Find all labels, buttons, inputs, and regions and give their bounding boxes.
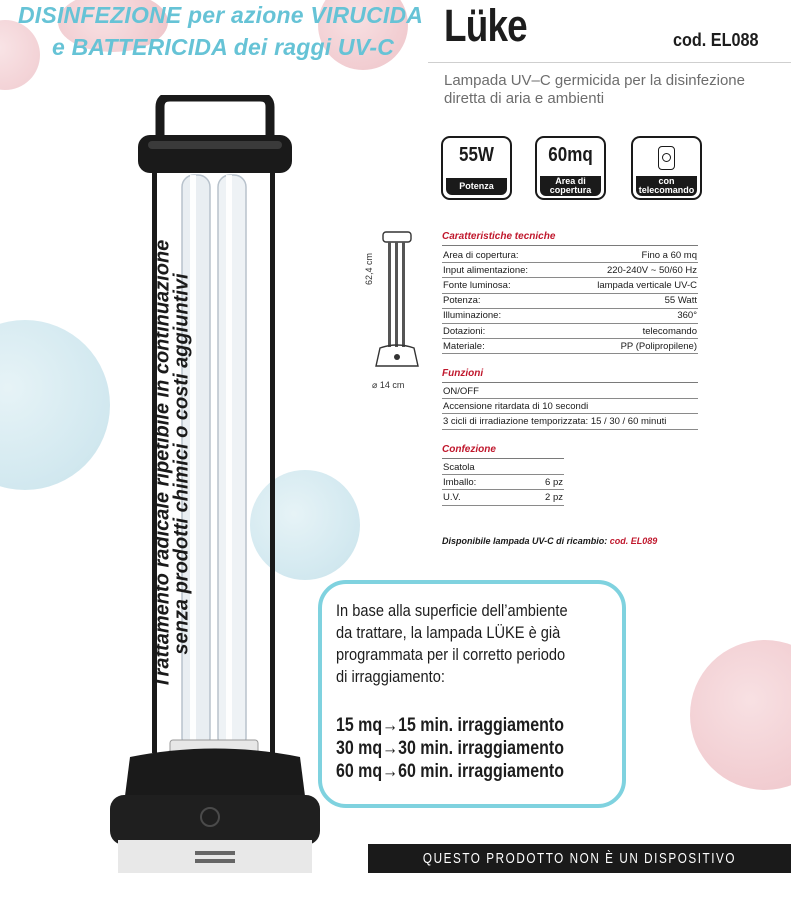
lamp-dimension-drawing (372, 230, 422, 375)
virus-decoration (690, 640, 791, 790)
power-value: 55W (459, 144, 494, 166)
vertical-slogan-line-1: Trattamento radicale ripetibile in continuazione (151, 239, 174, 689)
height-dimension: 62,4 cm (364, 252, 374, 285)
medical-disclaimer: QUESTO PRODOTTO NON È UN DISPOSITIVO MEDICO (368, 844, 791, 873)
header-divider (428, 62, 791, 63)
spare-lamp-note (442, 536, 657, 546)
power-badge (441, 136, 512, 200)
table-row: Illuminazione: 360° (442, 308, 698, 323)
virus-decoration (0, 320, 110, 490)
specs-rule (442, 245, 698, 246)
functions-title: Funzioni (442, 368, 484, 379)
packaging-table (442, 460, 564, 506)
coverage-label: Area di copertura (540, 176, 601, 196)
remote-label: con telecomando (636, 176, 697, 196)
virus-decoration (0, 20, 40, 90)
table-row: U.V. 2 pz (442, 490, 564, 505)
vertical-slogan-line-2: senza prodotti chimici o costi aggiuntivi (170, 273, 193, 655)
functions-rule (442, 382, 698, 383)
list-item: 30 mq→30 min. irraggiamento (336, 738, 564, 759)
table-row: Imballo: 6 pz (442, 475, 564, 490)
remote-badge (631, 136, 702, 200)
table-row: Input alimentazione: 220-240V ~ 50/60 Hz (442, 263, 698, 278)
info-text: In base alla superficie dell’ambiente da trattare, la lampada LÜKE è già programmata per il corretto periodo di irraggiamento: (336, 601, 568, 686)
product-subtitle: Lampada UV–C germicida per la disinfezione diretta di aria e ambienti (444, 72, 745, 107)
spare-code: cod. EL089 (609, 536, 658, 546)
functions-table (442, 384, 698, 430)
table-row: Scatola (442, 460, 564, 475)
vertical-slogan (151, 192, 193, 737)
packaging-title: Confezione (442, 444, 496, 455)
power-label: Potenza (446, 178, 507, 195)
table-row: Dotazioni: telecomando (442, 323, 698, 338)
lamp-image (100, 95, 330, 873)
list-item: 60 mq→60 min. irraggiamento (336, 761, 564, 782)
spare-text: Disponibile lampada UV-C di ricambio: (442, 536, 608, 546)
remote-control-icon (658, 146, 675, 170)
table-row: Area di copertura: Fino a 60 mq (442, 248, 698, 263)
irradiation-info-box (318, 580, 626, 808)
table-row: Accensione ritardata di 10 secondi (442, 399, 698, 414)
table-row: Materiale: PP (Polipropilene) (442, 339, 698, 354)
coverage-badge (535, 136, 606, 200)
table-row: Potenza: 55 Watt (442, 293, 698, 308)
headline-line-1: DISINFEZIONE per azione VIRUCIDA (18, 2, 424, 28)
headline-line-2: e BATTERICIDA dei raggi UV-C (52, 34, 395, 60)
table-row: ON/OFF (442, 384, 698, 399)
specs-table (442, 248, 698, 354)
table-row: 3 cicli di irradiazione temporizzata: 15 / 30 / 60 minuti (442, 414, 698, 429)
brand-name: Lüke (444, 0, 527, 51)
coverage-value: 60mq (548, 144, 593, 166)
table-row: Fonte luminosa: lampada verticale UV-C (442, 278, 698, 293)
specs-title: Caratteristiche tecniche (442, 231, 556, 242)
packaging-rule (442, 458, 564, 459)
diameter-dimension: ⌀ 14 cm (372, 380, 405, 390)
irradiation-list (336, 714, 580, 783)
list-item: 15 mq→15 min. irraggiamento (336, 715, 564, 736)
product-code: cod. EL088 (673, 30, 759, 50)
